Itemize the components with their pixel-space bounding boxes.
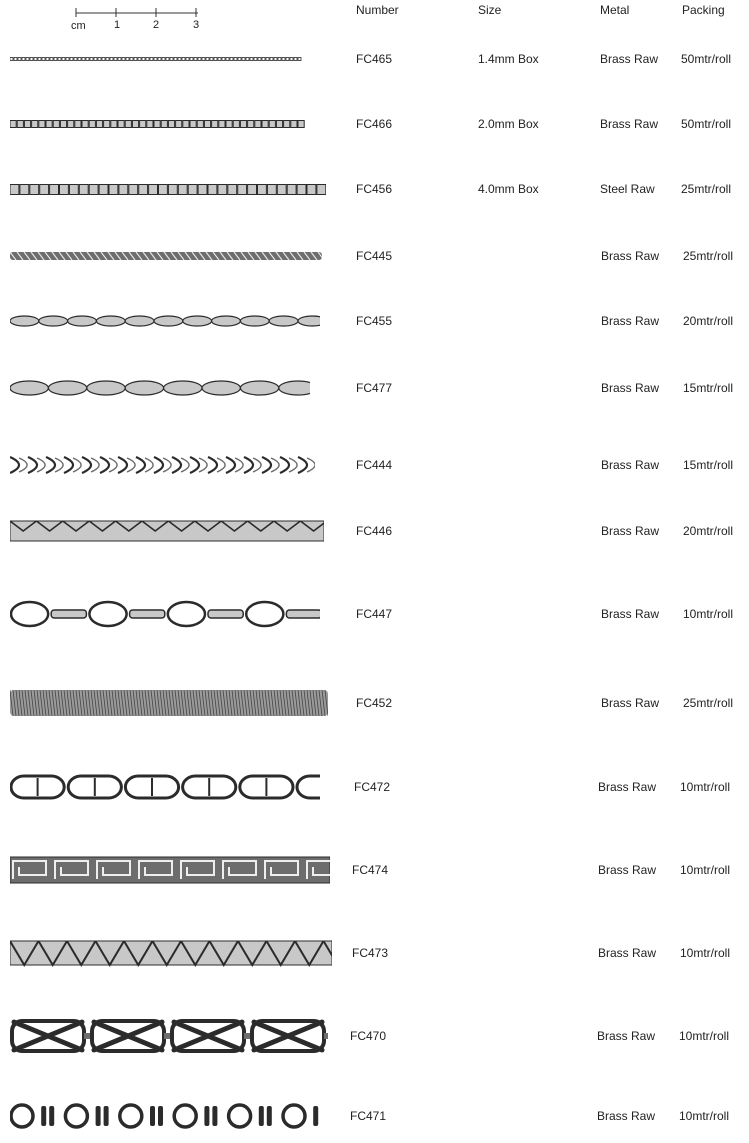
chain-image bbox=[10, 1099, 320, 1133]
chain-photo bbox=[10, 56, 302, 62]
item-metal: Brass Raw bbox=[601, 696, 660, 710]
item-metal: Brass Raw bbox=[601, 524, 660, 538]
chain-image bbox=[10, 856, 330, 884]
item-packing: 10mtr/roll bbox=[680, 780, 731, 794]
chain-photo bbox=[10, 184, 326, 195]
ruler-line bbox=[68, 5, 208, 25]
item-number: FC472 bbox=[354, 780, 391, 794]
chain-image bbox=[10, 184, 326, 195]
item-packing: 25mtr/roll bbox=[681, 182, 732, 196]
item-metal: Steel Raw bbox=[600, 182, 655, 196]
item-packing: 15mtr/roll bbox=[683, 458, 734, 472]
item-number: FC445 bbox=[356, 249, 393, 263]
item-packing: 10mtr/roll bbox=[683, 607, 734, 621]
chain-photo bbox=[10, 251, 322, 261]
chain-photo bbox=[10, 774, 320, 800]
chain-image bbox=[10, 600, 320, 628]
item-number: FC446 bbox=[356, 524, 393, 538]
chain-photo bbox=[10, 689, 328, 717]
item-number: FC456 bbox=[356, 182, 393, 196]
item-metal: Brass Raw bbox=[601, 249, 660, 263]
item-packing: 10mtr/roll bbox=[679, 1109, 730, 1123]
chain-photo bbox=[10, 120, 305, 128]
chain-image bbox=[10, 1016, 328, 1056]
item-packing: 20mtr/roll bbox=[683, 524, 734, 538]
chain-photo bbox=[10, 856, 330, 884]
item-metal: Brass Raw bbox=[597, 1029, 656, 1043]
item-metal: Brass Raw bbox=[598, 946, 657, 960]
item-packing: 15mtr/roll bbox=[683, 381, 734, 395]
item-number: FC471 bbox=[350, 1109, 387, 1123]
chain-image bbox=[10, 315, 320, 327]
item-packing: 25mtr/roll bbox=[683, 249, 734, 263]
chain-photo bbox=[10, 1016, 328, 1056]
column-header-size: Size bbox=[478, 3, 502, 17]
chain-image bbox=[10, 938, 332, 968]
scale-unit-label: cm bbox=[71, 20, 86, 32]
item-number: FC470 bbox=[350, 1029, 387, 1043]
item-number: FC474 bbox=[352, 863, 389, 877]
item-number: FC444 bbox=[356, 458, 393, 472]
item-metal: Brass Raw bbox=[600, 52, 659, 66]
item-number: FC447 bbox=[356, 607, 393, 621]
chain-image bbox=[10, 56, 302, 62]
chain-image bbox=[10, 455, 315, 475]
item-number: FC473 bbox=[352, 946, 389, 960]
item-packing: 20mtr/roll bbox=[683, 314, 734, 328]
scale-tick-2: 2 bbox=[153, 19, 160, 31]
chain-photo bbox=[10, 315, 320, 327]
scale-tick-1: 1 bbox=[114, 19, 121, 31]
item-packing: 10mtr/roll bbox=[680, 863, 731, 877]
item-metal: Brass Raw bbox=[601, 314, 660, 328]
item-metal: Brass Raw bbox=[597, 1109, 656, 1123]
item-metal: Brass Raw bbox=[598, 780, 657, 794]
chain-photo bbox=[10, 519, 324, 543]
chain-image bbox=[10, 689, 328, 717]
chain-photo bbox=[10, 455, 315, 475]
chain-photo bbox=[10, 1099, 320, 1133]
chain-image bbox=[10, 519, 324, 543]
item-metal: Brass Raw bbox=[601, 381, 660, 395]
item-packing: 25mtr/roll bbox=[683, 696, 734, 710]
scale-tick-3: 3 bbox=[193, 19, 200, 31]
cm-scale-ruler bbox=[68, 5, 208, 37]
chain-photo bbox=[10, 938, 332, 968]
column-header-metal: Metal bbox=[600, 3, 630, 17]
chain-image bbox=[10, 774, 320, 800]
item-number: FC477 bbox=[356, 381, 393, 395]
chain-image bbox=[10, 120, 305, 128]
column-header-number: Number bbox=[356, 3, 399, 17]
item-number: FC466 bbox=[356, 117, 393, 131]
item-metal: Brass Raw bbox=[600, 117, 659, 131]
item-packing: 10mtr/roll bbox=[680, 946, 731, 960]
chain-photo bbox=[10, 380, 310, 396]
item-size: 2.0mm Box bbox=[478, 117, 539, 131]
chain-image bbox=[10, 251, 322, 261]
chain-photo bbox=[10, 600, 320, 628]
item-metal: Brass Raw bbox=[601, 458, 660, 472]
item-packing: 10mtr/roll bbox=[679, 1029, 730, 1043]
chain-image bbox=[10, 380, 310, 396]
item-packing: 50mtr/roll bbox=[681, 117, 732, 131]
item-number: FC465 bbox=[356, 52, 393, 66]
item-number: FC452 bbox=[356, 696, 393, 710]
item-packing: 50mtr/roll bbox=[681, 52, 732, 66]
column-header-packing: Packing bbox=[682, 3, 725, 17]
item-metal: Brass Raw bbox=[598, 863, 657, 877]
item-size: 4.0mm Box bbox=[478, 182, 539, 196]
item-number: FC455 bbox=[356, 314, 393, 328]
item-size: 1.4mm Box bbox=[478, 52, 539, 66]
item-metal: Brass Raw bbox=[601, 607, 660, 621]
